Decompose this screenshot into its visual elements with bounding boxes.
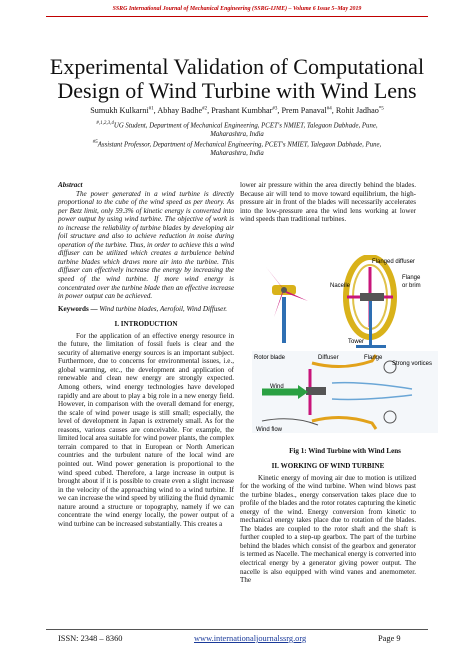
left-column <box>58 181 234 528</box>
label-wind-flow: Wind flow <box>256 427 283 433</box>
author-1: Sumukh Kulkarni$^{\#1}$ <box>90 106 154 115</box>
title-line-1: Experimental Validation of Computational <box>49 54 425 79</box>
paper-title <box>30 55 444 103</box>
label-flange-2: Flange <box>364 355 383 361</box>
keywords: Keywords — Wind turbine blades, Aerofoil, Wind Diffuser. <box>58 304 228 313</box>
right-top-text: lower air pressure within the area directly behind the blades. Because air will tend to move toward equilibrium, the high-pressure air in front of the blades will necessarily accelerates into the low-pressure area the wind lens working at lower wind speeds than traditional turbines. <box>240 181 416 224</box>
right-column-top <box>240 181 416 224</box>
label-flanged-diffuser: Flanged diffuser <box>372 259 415 265</box>
label-tower: Tower <box>348 339 365 345</box>
right-column-bottom <box>240 462 416 585</box>
section2-text: Kinetic energy of moving air due to motion is utilized for the working of the wind turbine. When wind blows past the turbine blades., energy conservation takes place due to profile of the blades and the rotor rotates capturing the kinetic energy of the wind. Energy conversion from kinetic to mechanical energy takes place due to rotation of the blades. The blades are coupled to the rotor shaft and the shaft is further coupled to a step-up gearbox. The part of the turbine behind the blades which consist of the gearbox and generator is termed as Nacelle. The mechanical energy is converted into electrical energy by a generator giving power output. The nacelle is also equipped with wind vanes and anemometer. The <box>240 473 416 585</box>
diffuser-turbine <box>346 257 394 348</box>
footer-issn: ISSN: 2348 – 8360 <box>58 634 123 643</box>
author-list: Sumukh Kulkarni$^{\#1}$, Abhay Badhe$^{\#2}$, Prashant Kumbhar$^{\#3}$, Prem Panaval$^{\#4}$, Rohit Jadhao$^{*5}$ <box>90 106 384 115</box>
label-flange: Flange <box>402 275 421 281</box>
section2-heading: II. WORKING OF WIND TURBINE <box>271 462 385 470</box>
author-2: Abhay Badhe$^{\#2}$ <box>157 106 208 115</box>
footer-page-number: Page 9 <box>378 634 401 643</box>
intro-text: For the application of an effective energy resource in the future, the limitation of fossil fuels is clear and the security of alternative energy sources is an important subject. Furthermore, due to concerns for environmental issues, i.e., global warming, etc., the development and application of renewable and clean new energy are strongly expected. Among others, wind energy technologies have developed rapidly and are about to play a big role in a new energy field. However, in comparison with the overall demand for energy, the scale of wind power usage is still small; especially, the level of development in Japan is extremely small. As for the reasons, various causes are conceivable. For example, the limited local area suitable for wind power plants, the complex terrain compared to that in European or North American countries and the turbulent nature of the local wind are pointed out. Wind power generation is proportional to the wind speed cubed. Therefore, a large increase in output is brought about if it is possible to create even a slight increase in the velocity of the approaching wind to a wind turbine. If we can increase the wind speed by utilizing the fluid dynamic nature around a structure or topography, namely if we can concentrate the wind energy locally, the power output of a wind turbine can be increased substantially. This creates a <box>58 331 234 528</box>
affiliation-students: $^{\#,1,2,3,4}$UG Student, Department of Mechanical Engineering, PCET's NMIET, Talegaon Dabhade, Pune, Maharashtra, India <box>96 121 378 138</box>
author-4: Prem Panaval$^{\#4}$ <box>281 106 332 115</box>
label-brim: or brim <box>402 283 421 289</box>
intro-heading: I. INTRODUCTION <box>114 320 178 329</box>
journal-header: SSRG International Journal of Mechanical Engineering (SSRG-IJME) – Volume 6 Issue 5–May 2019 <box>112 6 362 12</box>
figure-wind-lens <box>252 255 438 433</box>
footer-url-link[interactable]: www.internationaljournalssrg.org <box>194 634 307 643</box>
author-5: Rohit Jadhao$^{*5}$ <box>335 106 384 115</box>
turbine-sketch <box>266 267 308 343</box>
abstract-text: The power generated in a wind turbine is directly proportional to the cube of the wind speed as per theory. As per Betz limit, only 59.3% of kinetic energy is converted into power output by using wind turbine. The objective of work is to increase the reliability of turbine blades by developing air foil structure and also to achieve reduction in noise during operation of the turbine. Thus, in order to achieve this a wind diffuser can be utilized which creates a turbulence behind turbine blades which draws more air into the turbine. This diffuser can effectively increase the energy by increasing the speed of the wind turbine. If more wind energy is concentrated over the turbine blade then an effective increase in power output can be achieved. <box>58 189 234 301</box>
label-rotor-blade: Rotor blade <box>254 355 286 361</box>
label-nacelle: Nacelle <box>330 283 351 289</box>
author-3: Prashant Kumbhar$^{\#3}$ <box>211 106 278 115</box>
label-diffuser: Diffuser <box>318 355 339 361</box>
label-wind: Wind <box>270 384 284 390</box>
affiliation-professor: $^{\#5}$Assistant Professor, Department of Mechanical Engineering, PCET's NMIET, Talegaon Dabhade, Pune, Maharashtra, India <box>92 140 382 157</box>
label-strong-vortices: Strong vortices <box>392 361 433 367</box>
abstract-heading: Abstract <box>58 181 83 189</box>
title-line-2: Design of Wind Turbine with Wind Lens <box>57 78 417 103</box>
figure-caption: Fig 1: Wind Turbine with Wind Lens <box>289 447 401 455</box>
footer-rule <box>46 629 428 630</box>
wind-lens-illustration <box>252 255 438 433</box>
header-rule <box>46 16 428 17</box>
